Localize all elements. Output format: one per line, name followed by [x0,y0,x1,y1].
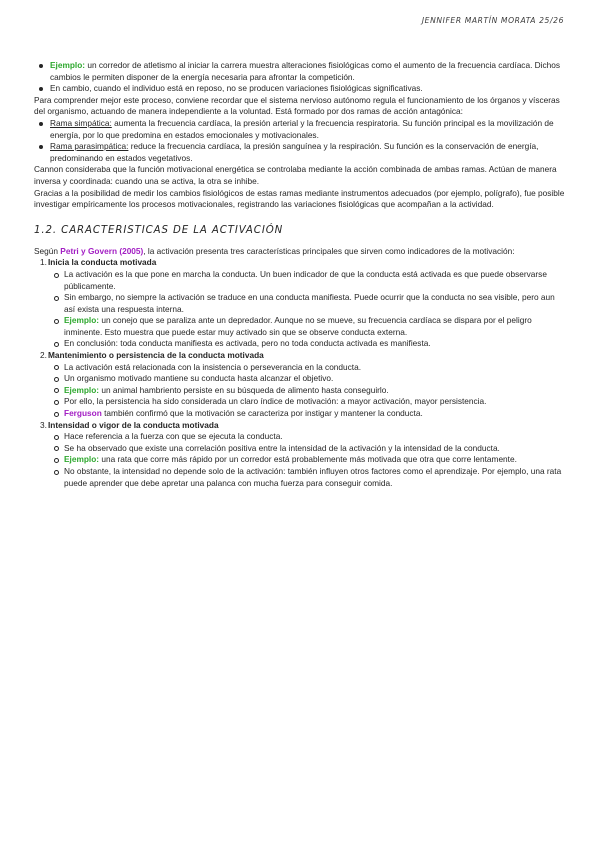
list-item-text: Hace referencia a la fuerza con que se ejecuta la conducta. [64,431,283,442]
paragraph-cannon: Cannon consideraba que la función motivacional energética se controlaba mediante la acción combinada de ambas ramas. Actúan de manera inversa y coordinada: cuando una se activa, la otra se inhibe. [34,164,557,186]
list-item [34,431,566,443]
list-item-text: una rata que corre más rápido por un corredor está probablemente más motivada que otra que corre lentamente. [99,454,517,465]
list-item-text: reduce la frecuencia cardíaca, la presión sanguínea y la respiración. Su función es la conservación de energía, predominando en estados vegetativos. [50,141,539,163]
list-item [34,396,566,408]
list-item [34,454,566,466]
list-item [34,338,566,350]
text-fragment: Según [34,245,61,256]
item-number: 2. [40,350,47,361]
citation: Petri y Govern (2005) [60,245,144,256]
list-item-text: un corredor de atletismo al iniciar la carrera muestra alteraciones fisiológicas como el aumento de la frecuencia cardíaca. Dichos cambios le permiten disponer de la energía necesaria para afrontar la competición. [50,60,561,82]
list-item-text: un animal hambriento persiste en su búsqueda de alimento hasta conseguirlo. [99,384,389,395]
list-item-text: Un organismo motivado mantiene su conducta hasta alcanzar el objetivo. [64,373,334,384]
list-item [34,118,566,141]
page-header: JENNIFER MARTÍN MORATA 25/26 [421,16,564,25]
list-item [34,373,566,385]
list-item [34,83,566,95]
characteristic-3-list [34,431,566,489]
ramas-list [34,118,566,164]
example-label: Ejemplo: [64,454,100,465]
item-number: 1. [40,257,47,268]
example-label: Ejemplo: [64,315,100,326]
list-item-text: también confirmó que la motivación se caracteriza por instigar y mantener la conducta. [101,408,423,419]
paragraph-gracias: Gracias a la posibilidad de medir los cambios fisiológicos de estas ramas mediante instrumentos adecuados (por ejemplo, polígrafo), fue posible investigar empíricamente los procesos motivacionales, registrando las variaciones fisiológicas que acompañan a la actividad. [34,187,565,210]
list-item [34,315,566,338]
list-item [34,60,566,83]
list-item-text: La activación es la que pone en marcha la conducta. Un buen indicador de que la conducta está activada es que puede observarse públicamente. [64,268,547,291]
rama-label: Rama parasimpática: [50,141,129,152]
list-item-text: Por ello, la persistencia ha sido considerada un claro índice de motivación: a mayor activación, mayor persistencia. [64,396,487,407]
list-item-text: No obstante, la intensidad no depende solo de la activación: también influyen otros factores como el aprendizaje. Por ejemplo, una rata puede aprender que debe apretar una palanca con mucha fuerza para conseguir comida. [64,466,562,488]
list-item [34,362,566,374]
list-item [34,466,566,489]
list-item-text: La activación está relacionada con la insistencia o perseverancia en la conducta. [64,361,362,372]
characteristic-1 [34,257,566,269]
list-item-text: aumenta la frecuencia cardíaca, la presión arterial y la frecuencia respiratoria. Su función principal es la movilización de energía, por lo que predomina en estados emocionales y motivacionales. [50,117,554,140]
list-item [34,141,566,164]
list-item [34,443,566,455]
list-item [34,292,566,315]
characteristic-title: Mantenimiento o persistencia de la conducta motivada [48,350,264,361]
list-item-text: Sin embargo, no siempre la activación se traduce en una conducta manifiesta. Puede ocurrir que la conducta no sea visible, pero aun así exista una respuesta interna. [64,292,555,314]
author-label: Ferguson [64,408,102,419]
section-heading: 1.2. CARACTERISTICAS DE LA ACTIVACIÓN [34,224,284,236]
list-item [34,385,566,397]
rama-label: Rama simpática: [50,117,112,128]
list-item-text: En cambio, cuando el individuo está en reposo, no se producen variaciones fisiológicas significativas. [50,83,423,94]
list-item-text: En conclusión: toda conducta manifiesta es activada, pero no toda conducta activada es manifiesta. [64,338,431,349]
example-label: Ejemplo: [64,384,100,395]
example-label: Ejemplo: [50,60,86,70]
characteristic-title: Intensidad o vigor de la conducta motivada [48,419,219,430]
characteristic-3 [34,420,566,432]
item-number: 3. [40,419,47,430]
characteristic-2 [34,350,566,362]
characteristic-title: Inicia la conducta motivada [48,257,157,268]
characteristic-1-list [34,269,566,350]
list-item-text: Se ha observado que existe una correlación positiva entre la intensidad de la activación y la intensidad de la conducta. [64,442,500,453]
paragraph-sna: Para comprender mejor este proceso, conviene recordar que el sistema nervioso autónomo regula el funcionamiento de los órganos y vísceras del organismo, actuando de manera independiente a la voluntad. Está formado por dos ramas de acción antagónica: [34,94,560,117]
list-item [34,269,566,292]
characteristic-2-list [34,362,566,420]
list-item-text: un conejo que se paraliza ante un depredador. Aunque no se mueve, su frecuencia cardíaca se dispara por el peligro inminente. Esto muestra que puede estar muy activado sin que se observe conducta externa. [64,315,532,337]
intro-bullet-list [34,60,566,95]
paragraph-segun [34,246,566,258]
list-item [34,408,566,420]
document-body [34,0,566,489]
text-fragment: , la activación presenta tres características principales que sirven como indicadores de la motivación: [143,245,515,256]
